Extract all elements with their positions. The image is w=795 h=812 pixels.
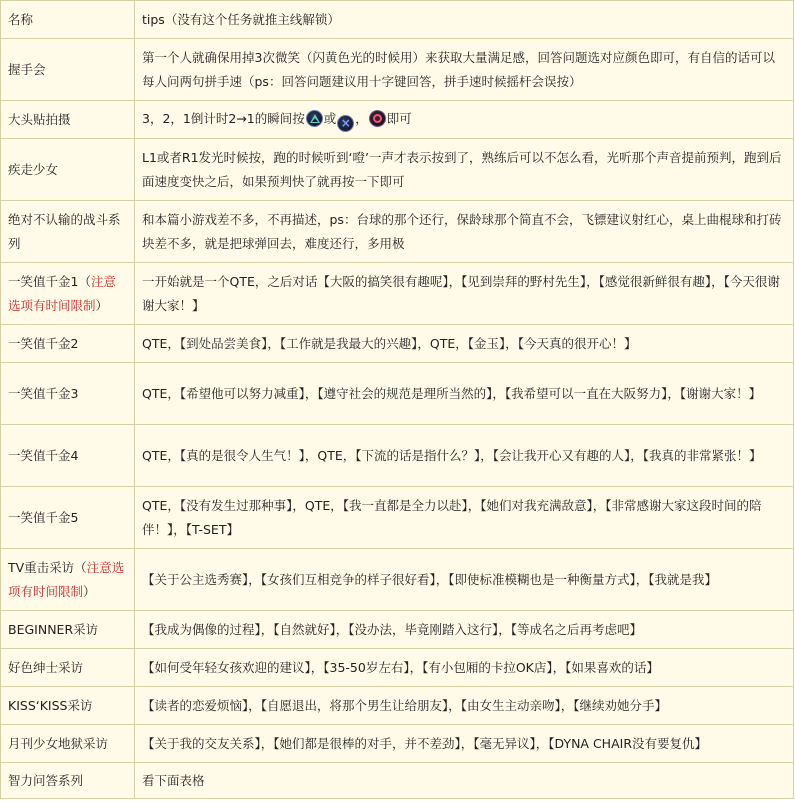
- row-label-text: ）: [83, 583, 96, 599]
- row-value: 【我成为偶像的过程】，【自然就好】，【没办法，毕竟刚踏入这行】，【等成名之后再考虑吧】: [135, 611, 794, 649]
- row-value: 【读者的恋爱烦恼】，【自愿退出，将那个男生让给朋友】，【由女生主动亲吻】，【继续劝她分手】: [135, 687, 794, 725]
- row-label: 一笑值千金4: [1, 425, 135, 487]
- table-row: [1, 201, 794, 263]
- row-value: [135, 101, 794, 139]
- row-value: 【关于我的交友关系】，【她们都是很棒的对手，并不差劲】，【毫无异议】，【DYNA CHAIR没有要复仇】: [135, 725, 794, 763]
- table-row: [1, 101, 794, 139]
- ps-circle-button-icon: [369, 110, 386, 127]
- row-label: 绝对不认输的战斗系列: [1, 201, 135, 263]
- table-row: [1, 763, 794, 799]
- row-label: 好色绅士采访: [1, 649, 135, 687]
- table-row: [1, 263, 794, 325]
- table-row: [1, 325, 794, 363]
- row-value: 【如何受年轻女孩欢迎的建议】，【35-50岁左右】，【有小包厢的卡拉OK店】，【如果喜欢的话】: [135, 649, 794, 687]
- row-value: 【关于公主选秀赛】，【女孩们互相竞争的样子很好看】，【即使标准模糊也是一种衡量方式】，【我就是我】: [135, 549, 794, 611]
- row-value: QTE，【到处品尝美食】，【工作就是我最大的兴趣】，QTE，【金玉】，【今天真的很开心！】: [135, 325, 794, 363]
- row-label: 一笑值千金5: [1, 487, 135, 549]
- ps-triangle-button-icon: [306, 110, 323, 127]
- time-limit-note: 注意选项有时间限制: [8, 273, 116, 313]
- row-value: QTE，【希望他可以努力减重】，【遵守社会的规范是理所当然的】，【我希望可以一直在大阪努力】，【谢谢大家！】: [135, 363, 794, 425]
- row-label: 一笑值千金2: [1, 325, 135, 363]
- row-value: 和本篇小游戏差不多，不再描述，ps：台球的那个还行，保龄球那个简直不会，飞镖建议射红心，桌上曲棍球和打砖块差不多，就是把球弹回去，难度还行，多用极: [135, 201, 794, 263]
- table-row: [1, 139, 794, 201]
- row-label: [1, 549, 135, 611]
- row-label: KISS‘KISS采访: [1, 687, 135, 725]
- row-value: L1或者R1发光时候按，跑的时候听到‘噔’一声才表示按到了，熟练后可以不怎么看，光听那个声音提前预判，跑到后面速度变快之后，如果预判快了就再按一下即可: [135, 139, 794, 201]
- row-label: [1, 263, 135, 325]
- table-row: [1, 425, 794, 487]
- row-value: 看下面表格: [135, 763, 794, 799]
- row-label-text: ）: [95, 297, 109, 313]
- row-label: 疾走少女: [1, 139, 135, 201]
- table-row: [1, 611, 794, 649]
- table-row: [1, 363, 794, 425]
- table-row: [1, 725, 794, 763]
- row-value: 一开始就是一个QTE，之后对话【大阪的搞笑很有趣呢】，【见到崇拜的野村先生】，【感觉很新鲜很有趣】，【今天很谢谢大家！】: [135, 263, 794, 325]
- row-label: 大头贴拍摄: [1, 101, 135, 139]
- row-label-text: TV重击采访（: [8, 559, 87, 575]
- row-value-text: 3，2，1倒计时2→1的瞬间按: [142, 111, 305, 126]
- ps-cross-button-icon: ×: [337, 115, 354, 132]
- row-value: 第一个人就确保用掉3次微笑（闪黄色光的时候用）来获取大量满足感，回答问题选对应颜色即可，有自信的话可以每人问两句拼手速（ps：回答问题建议用十字键回答，拼手速时候摇杆会误按）: [135, 39, 794, 101]
- table-row: [1, 1, 794, 39]
- table-row: [1, 487, 794, 549]
- row-label: 握手会: [1, 39, 135, 101]
- row-label: 智力问答系列: [1, 763, 135, 799]
- row-value-text: ，: [355, 111, 368, 126]
- row-value: QTE，【没有发生过那种事】，QTE，【我一直都是全力以赴】，【她们对我充满敌意】，【非常感谢大家这段时间的陪伴！】，【T-SET】: [135, 487, 794, 549]
- table-row: [1, 687, 794, 725]
- row-label: 一笑值千金3: [1, 363, 135, 425]
- table-row: [1, 549, 794, 611]
- row-label: 名称: [1, 1, 135, 39]
- time-limit-note: 注意选项有时间限制: [8, 559, 125, 599]
- row-value: QTE，【真的是很令人生气！】，QTE，【下流的话是指什么？】，【会让我开心又有趣的人】，【我真的非常紧张！】: [135, 425, 794, 487]
- table-row: [1, 649, 794, 687]
- table-row: [1, 39, 794, 101]
- row-value: tips（没有这个任务就推主线解锁）: [135, 1, 794, 39]
- row-label: BEGINNER采访: [1, 611, 135, 649]
- row-value-text: 或: [323, 111, 337, 126]
- row-label-text: 一笑值千金1（: [8, 273, 91, 289]
- row-label: 月刊少女地狱采访: [1, 725, 135, 763]
- row-value-text: 即可: [386, 111, 412, 126]
